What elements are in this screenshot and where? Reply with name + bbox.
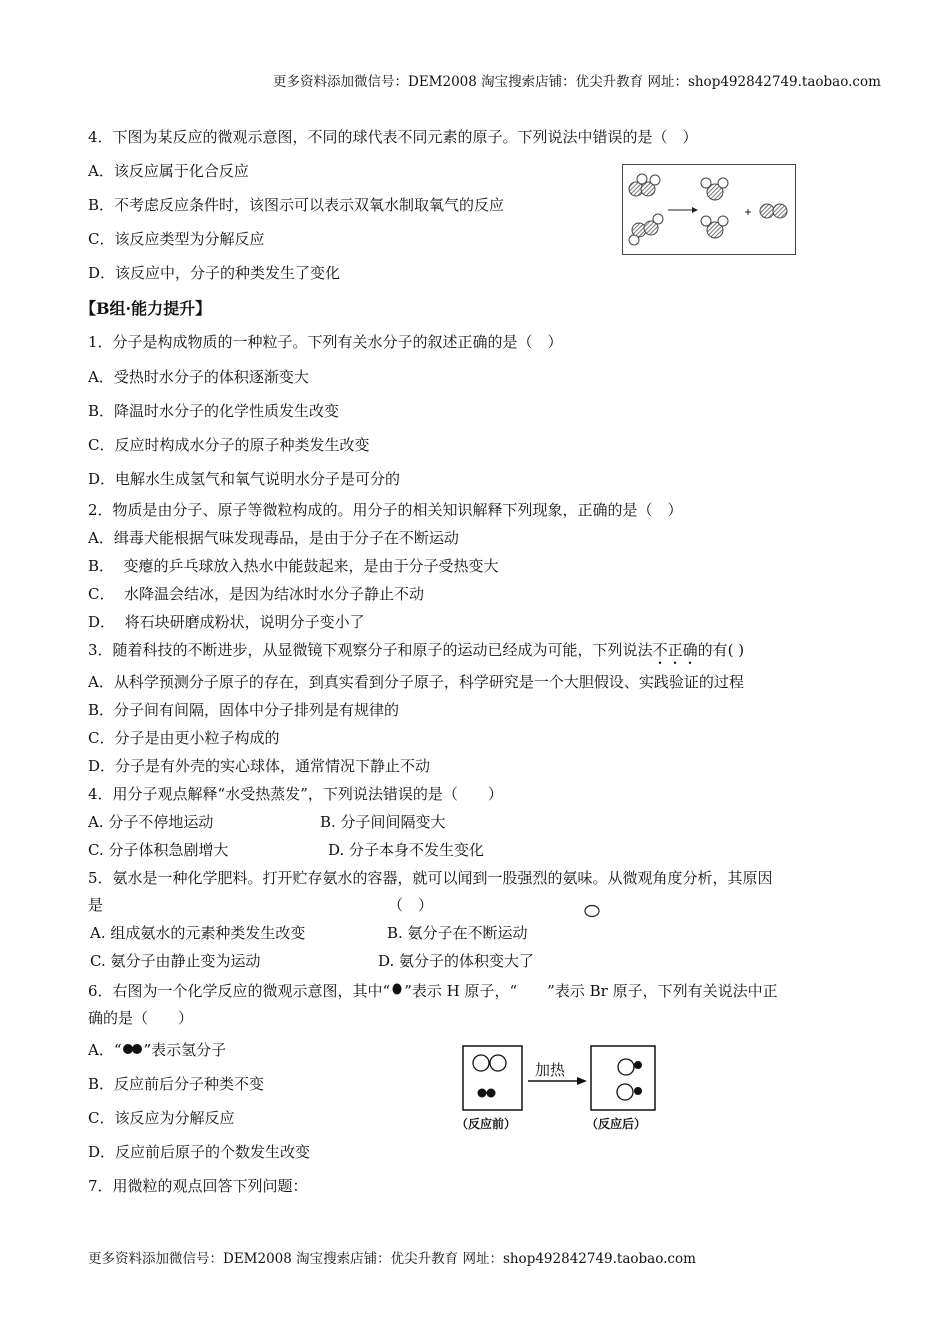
b5-stem-line1: 5．氨水是一种化学肥料。打开贮存氨水的容器，就可以闻到一股强烈的氨味。从微观角度分析，其原因: [88, 869, 773, 887]
b6-stem-line2: 确的是（ ）: [88, 1009, 194, 1027]
q4-reaction-diagram: [622, 164, 796, 256]
b3-option-d: D．分子是有外壳的实心球体，通常情况下静止不动: [88, 757, 431, 775]
b6-stem-line1: [88, 980, 778, 1001]
b5-option-d: D. 氨分子的体积变大了: [378, 952, 535, 970]
section-b-title: 【B组·能力提升】: [80, 299, 212, 318]
b5-stem-line2: 是: [88, 896, 104, 914]
b3-stem-emphasis: 不正确: [652, 641, 698, 659]
b4-stem: 4．用分子观点解释“水受热蒸发”，下列说法错误的是（ ）: [88, 785, 503, 803]
b6-option-b: B．反应前后分子种类不变: [88, 1075, 265, 1093]
page-header: 更多资料添加微信号：DEM2008 淘宝搜索店铺：优尖升教育 网址：shop492842749.taobao.com: [273, 74, 881, 90]
b1-stem: 1．分子是构成物质的一种粒子。下列有关水分子的叙述正确的是（ ）: [88, 333, 563, 351]
b1-option-d: D．电解水生成氢气和氧气说明水分子是可分的: [88, 470, 401, 488]
b2-option-b: B． 变瘪的乒乓球放入热水中能鼓起来，是由于分子受热变大: [88, 557, 499, 575]
q4-option-b: B．不考虑反应条件时，该图示可以表示双氧水制取氧气的反应: [88, 196, 505, 214]
b2-option-d: D． 将石块研磨成粉状，说明分子变小了: [88, 613, 365, 631]
b6-option-a-suffix: ”表示氢分子: [143, 1041, 227, 1059]
b3-stem: [88, 640, 744, 668]
b6-option-a-prefix: A．“: [88, 1041, 122, 1059]
b4-option-d: D. 分子本身不发生变化: [328, 841, 485, 859]
b2-stem: 2．物质是由分子、原子等微粒构成的。用分子的相关知识解释下列现象，正确的是（ ）: [88, 501, 683, 519]
b3-stem-end: 的有( ): [697, 641, 745, 659]
b5-option-c: C. 氨分子由静止变为运动: [90, 952, 261, 970]
q4-stem: 4．下图为某反应的微观示意图，不同的球代表不同元素的原子。下列说法中错误的是（ ）: [88, 128, 698, 146]
stray-circle-icon: [583, 904, 601, 918]
b3-option-c: C．分子是由更小粒子构成的: [88, 729, 280, 747]
b6-condition-label: 加热: [535, 1061, 566, 1079]
b6-reaction-diagram: [456, 1045, 662, 1135]
q4-option-c: C．该反应类型为分解反应: [88, 230, 265, 248]
q4-option-a: A．该反应属于化合反应: [88, 162, 249, 180]
b6-option-a: [88, 1040, 226, 1060]
b5-answer-paren: （ ）: [388, 896, 434, 914]
b1-option-a: A．受热时水分子的体积逐渐变大: [88, 368, 309, 386]
b5-option-b: B. 氨分子在不断运动: [387, 924, 528, 942]
b6-option-c: C．该反应为分解反应: [88, 1109, 235, 1127]
q4-option-d: D．该反应中，分子的种类发生了变化: [88, 264, 341, 282]
b5-option-a: A. 组成氨水的元素种类发生改变: [90, 924, 306, 942]
b2-option-c: C． 水降温会结冰，是因为结冰时水分子静止不动: [88, 585, 425, 603]
b6-stem-part2: ”表示 H 原子，“ ”表示 Br 原子，下列有关说法中正: [404, 982, 778, 1000]
b6-option-d: D．反应前后原子的个数发生改变: [88, 1143, 311, 1161]
b3-stem-text: 3．随着科技的不断进步，从显微镜下观察分子和原子的运动已经成为可能，下列说法: [88, 641, 653, 659]
page-footer: 更多资料添加微信号：DEM2008 淘宝搜索店铺：优尖升教育 网址：shop492842749.taobao.com: [88, 1251, 696, 1267]
b4-option-b: B. 分子间间隔变大: [320, 813, 446, 831]
b3-option-a: A．从科学预测分子原子的存在，到真实看到分子原子，科学研究是一个大胆假设、实践验证的过程: [88, 673, 744, 691]
b6-stem-part1: 6．右图为一个化学反应的微观示意图，其中“: [88, 982, 391, 1000]
b1-option-c: C．反应时构成水分子的原子种类发生改变: [88, 436, 370, 454]
b6-after-label: （反应后）: [586, 1117, 647, 1131]
b4-option-a: A. 分子不停地运动: [88, 813, 214, 831]
b7-stem: 7．用微粒的观点回答下列问题：: [88, 1177, 308, 1195]
h2-molecule-icon: [122, 1042, 144, 1056]
b4-option-c: C. 分子体积急剧增大: [88, 841, 229, 859]
b2-option-a: A．缉毒犬能根据气味发现毒品，是由于分子在不断运动: [88, 529, 459, 547]
b6-before-label: （反应前）: [456, 1117, 517, 1131]
h-atom-icon: [390, 982, 404, 998]
b3-option-b: B．分子间有间隔，固体中分子排列是有规律的: [88, 701, 400, 719]
b1-option-b: B．降温时水分子的化学性质发生改变: [88, 402, 340, 420]
